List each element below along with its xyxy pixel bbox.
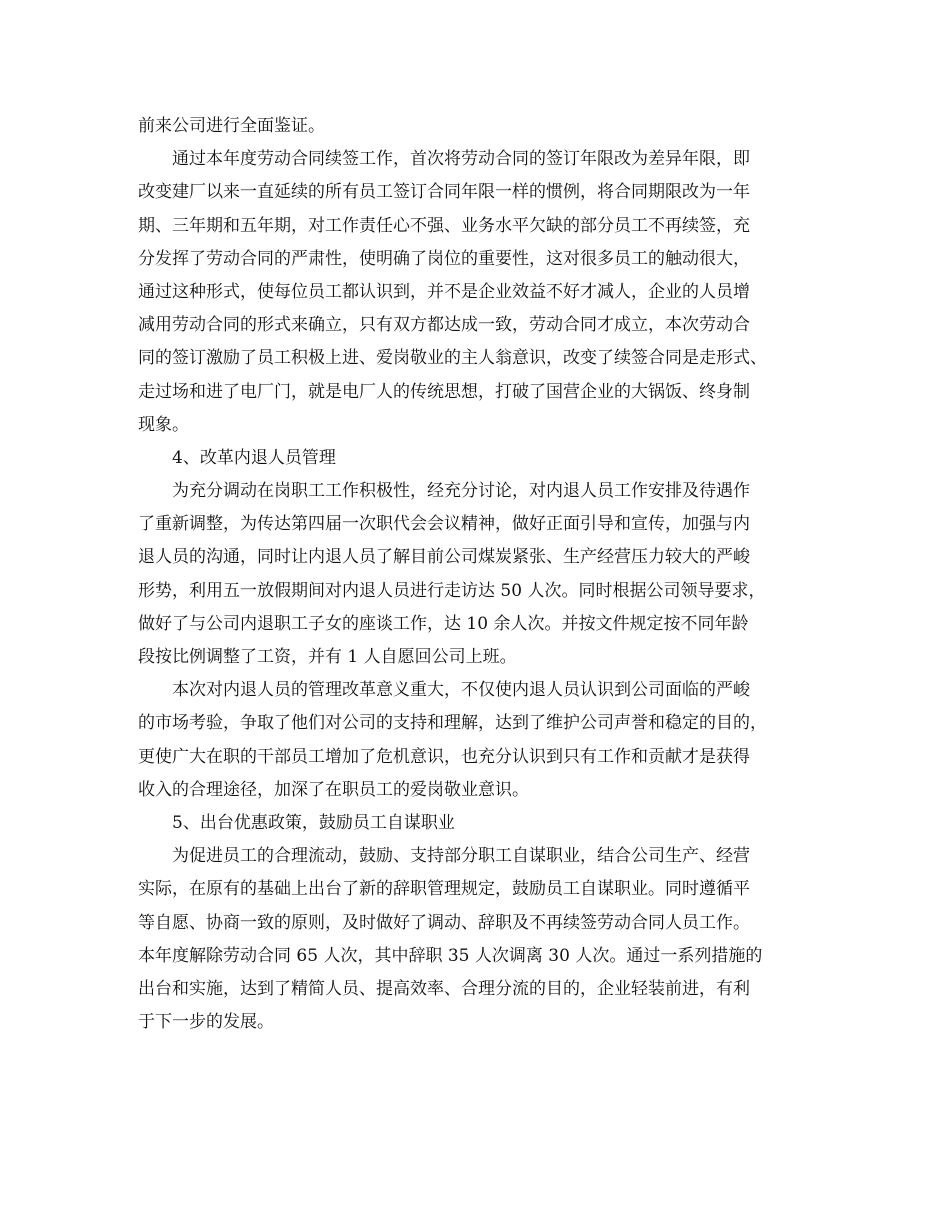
document-body	[138, 110, 818, 1039]
text-line: 现象。	[138, 414, 189, 435]
text-line: 4、改革内退人员管理	[172, 447, 336, 468]
text-line: 本次对内退人员的管理改革意义重大，不仅使内退人员认识到公司面临的严峻	[172, 680, 750, 701]
text-line: 实际，在原有的基础上出台了新的辞职管理规定，鼓励员工自谋职业。同时遵循平	[138, 879, 750, 900]
text-line: 为促进员工的合理流动，鼓励、支持部分职工自谋职业，结合公司生产、经营	[172, 846, 750, 867]
text-line: 改变建厂以来一直延续的所有员工签订合同年限一样的惯例，将合同期限改为一年	[138, 182, 750, 203]
text-line: 收入的合理途径，加深了在职员工的爱岗敬业意识。	[138, 779, 529, 800]
text-line: 通过这种形式，使每位员工都认识到，并不是企业效益不好才减人，企业的人员增	[138, 281, 750, 302]
text-line: 前来公司进行全面鉴证。	[138, 116, 325, 136]
text-line: 本年度解除劳动合同 65 人次，其中辞职 35 人次调离 30 人次。通过一系列措施的	[138, 945, 763, 966]
text-line: 了重新调整，为传达第四届一次职代会会议精神，做好正面引导和宣传，加强与内	[138, 514, 750, 535]
text-line: 更使广大在职的干部员工增加了危机意识，也充分认识到只有工作和贡献才是获得	[138, 746, 750, 767]
text-line: 于下一步的发展。	[138, 1012, 274, 1033]
text-line: 分发挥了劳动合同的严肃性，使明确了岗位的重要性，这对很多员工的触动很大，	[138, 248, 750, 269]
text-line: 同的签订激励了员工积极上进、爱岗敬业的主人翁意识，改变了续签合同是走形式、	[138, 348, 767, 369]
text-line: 段按比例调整了工资，并有 1 人自愿回公司上班。	[138, 647, 517, 667]
text-line: 减用劳动合同的形式来确立，只有双方都达成一致，劳动合同才成立，本次劳动合	[138, 315, 750, 336]
text-line: 走过场和进了电厂门，就是电厂人的传统思想，打破了国营企业的大锅饭、终身制	[138, 381, 750, 402]
text-line: 形势，利用五一放假期间对内退人员进行走访达 50 人次。同时根据公司领导要求，	[138, 580, 766, 601]
text-line: 退人员的沟通，同时让内退人员了解目前公司煤炭紧张、生产经营压力较大的严峻	[138, 547, 750, 568]
text-line: 做好了与公司内退职工子女的座谈工作，达 10 余人次。并按文件规定按不同年龄	[138, 613, 749, 634]
text-line: 的市场考验，争取了他们对公司的支持和理解，达到了维护公司声誉和稳定的目的，	[138, 713, 767, 734]
text-line: 通过本年度劳动合同续签工作，首次将劳动合同的签订年限改为差异年限，即	[172, 149, 750, 170]
text-line: 5、出台优惠政策，鼓励员工自谋职业	[172, 812, 455, 833]
text-line: 等自愿、协商一致的原则，及时做好了调动、辞职及不再续签劳动合同人员工作。	[138, 912, 750, 933]
text-line: 期、三年期和五年期，对工作责任心不强、业务水平欠缺的部分员工不再续签，充	[138, 215, 750, 236]
text-line: 为充分调动在岗职工工作积极性，经充分讨论，对内退人员工作安排及待遇作	[172, 481, 750, 502]
text-line: 出台和实施，达到了精简人员、提高效率、合理分流的目的，企业轻装前进，有利	[138, 978, 750, 999]
